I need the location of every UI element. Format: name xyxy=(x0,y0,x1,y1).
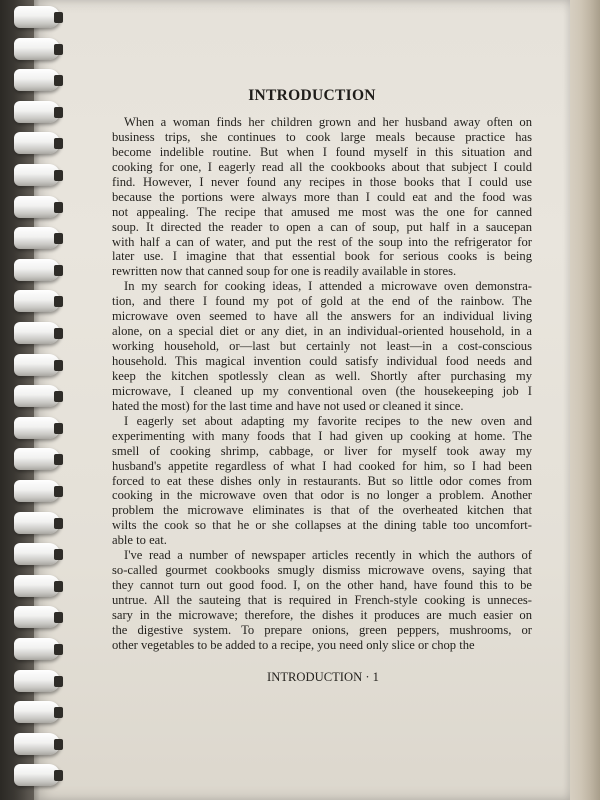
text-line: untrue. All the sauteing that is required in French-style cooking is unneces- xyxy=(112,593,532,607)
text-line: working household, or—last but certainly not least—in a cost-conscious xyxy=(112,339,532,354)
text-line: soup. It directed the reader to open a can of soup, put half in a saucepan xyxy=(112,219,532,234)
text-line: wilts the cook so that he or she collapses at the dining table too uncomfort- xyxy=(112,518,532,533)
text-line: they cannot turn out good food. I, on the other hand, have found this to be xyxy=(112,578,532,593)
text-line: I've read a number of newspaper articles recently in which the authors of xyxy=(124,548,532,563)
text-line: the digestive system. To prepare onions, green peppers, mushrooms, or xyxy=(112,622,532,637)
text-line: experimenting with many foods that I had given up cooking at home. The xyxy=(112,428,532,443)
text-line: forced to eat these dishes only in restaurants. But so little odor comes from xyxy=(112,473,532,488)
text-line: business trips, she continues to cook large meals because practice has xyxy=(112,129,532,144)
text-line: rewritten now that canned soup for one is readily available in stores. xyxy=(112,264,457,279)
text-line: cooking for one, I eagerly read all the cookbooks about that subject I could xyxy=(112,159,532,174)
page-title: INTRODUCTION xyxy=(248,87,376,104)
paragraph-4 xyxy=(112,548,532,653)
text-line: cooking in the microwave oven that odor is no longer a problem. Another xyxy=(112,488,532,503)
text-line: I eagerly set about adapting my favorite recipes to the new oven and xyxy=(124,413,532,428)
text-line: with half a can of water, and put the rest of the soup into the refrigerator for xyxy=(112,234,532,249)
text-line: become indelible routine. But when I found myself in this situation and xyxy=(112,144,532,159)
text-line: microwave oven seemed to have all the answers for an individual living xyxy=(112,309,532,324)
text-line: tion, and there I found my pot of gold at the end of the rainbow. The xyxy=(112,294,532,309)
text-line: microwave, I cleaned up my conventional oven (the housekeeping job I xyxy=(112,383,532,398)
body-text xyxy=(112,115,532,653)
paragraph-1 xyxy=(112,115,532,279)
text-line: not appealing. The recipe that amused me most was the one for canned xyxy=(112,204,532,219)
text-line: alone, on a special diet or any diet, in an individual-oriented household, in a xyxy=(112,324,532,339)
text-line: In my search for cooking ideas, I attended a microwave oven demonstra- xyxy=(124,279,532,294)
text-line: other vegetables to be added to a recipe, you need only slice or chop the xyxy=(112,637,475,652)
text-line: able to eat. xyxy=(112,533,167,548)
page-footer-folio: INTRODUCTION · 1 xyxy=(267,670,379,684)
text-line: hated the most) for the last time and have not used or cleaned it since. xyxy=(112,398,464,413)
text-line: because the portions were always more than I could eat and the food was xyxy=(112,189,532,204)
text-line: later use. I imagine that that essential book for serious cooks is being xyxy=(112,249,532,264)
paragraph-3 xyxy=(112,414,532,548)
paragraph-2 xyxy=(112,279,532,413)
text-line: husband's appetite regardless of what I had cooked for him, so I had been xyxy=(112,458,532,473)
text-line: find. However, I never found any recipes in those books that I could use xyxy=(112,174,532,189)
text-line: smell of cooking shrimp, cabbage, or liver for myself took away my xyxy=(112,443,532,458)
text-line: problem the microwave eliminates is that of the overheated kitchen that xyxy=(112,503,532,518)
page-content xyxy=(44,0,580,800)
text-line: When a woman finds her children grown and her husband away often on xyxy=(124,115,532,129)
text-line: sary in the microwave; therefore, the dishes it produces are much easier on xyxy=(112,607,532,622)
text-line: household. This magical invention could satisfy individual food needs and xyxy=(112,354,532,368)
text-line: so-called gourmet cookbooks smugly dismiss microwave ovens, saying that xyxy=(112,563,532,578)
text-line: keep the kitchen spotlessly clean as well. Shortly after purchasing my xyxy=(112,368,532,383)
